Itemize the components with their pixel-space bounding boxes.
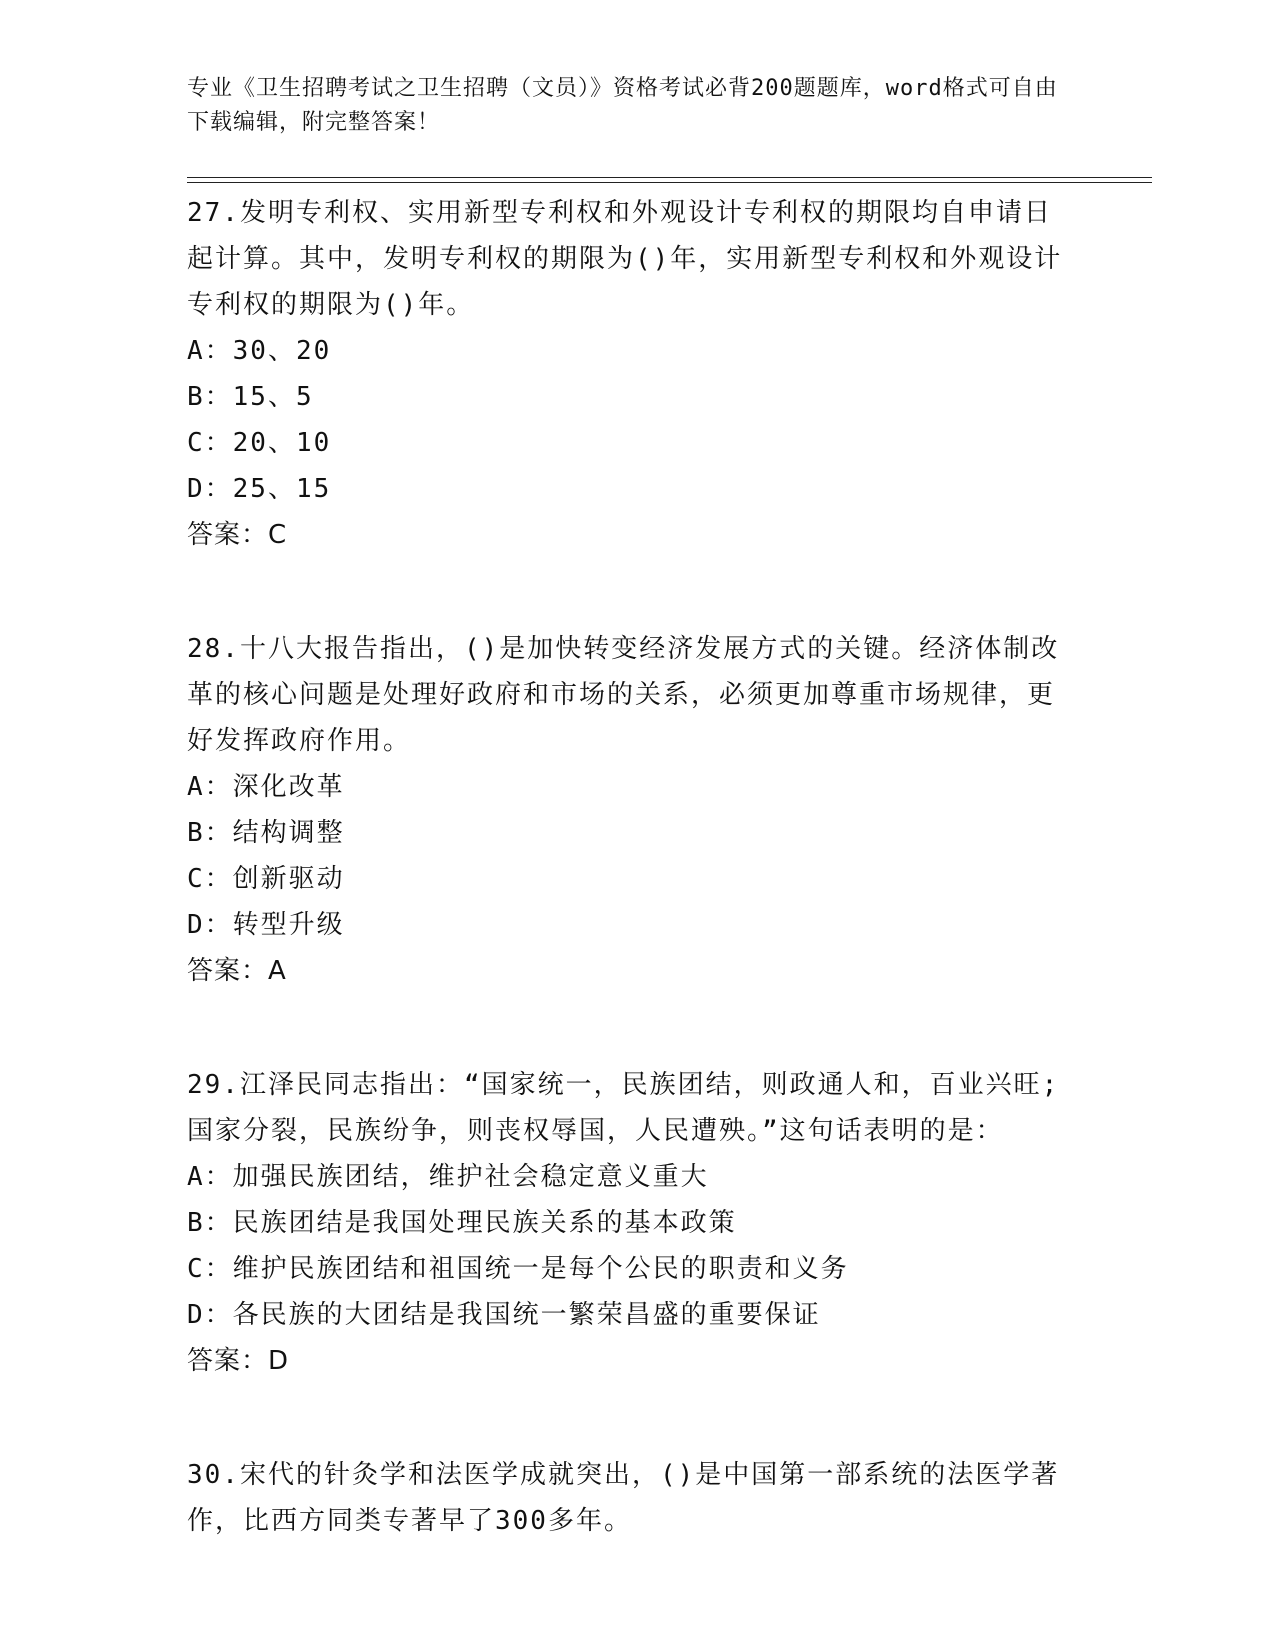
- option-a: A：深化改革: [187, 772, 345, 802]
- question-28: [187, 626, 1077, 994]
- option-a: A：加强民族团结，维护社会稳定意义重大: [187, 1162, 709, 1192]
- option-d: D：转型升级: [187, 910, 345, 940]
- question-30: [187, 1452, 1077, 1544]
- answer-line: 答案：C: [187, 520, 288, 550]
- option-d: D：25、15: [187, 474, 332, 504]
- option-b: B：15、5: [187, 382, 314, 412]
- question-list: [187, 190, 1077, 1612]
- question-stem: 30.宋代的针灸学和法医学成就突出，()是中国第一部系统的法医学著作，比西方同类专著早了300多年。: [187, 1460, 1060, 1536]
- question-stem: 27.发明专利权、实用新型专利权和外观设计专利权的期限均自申请日起计算。其中，发明专利权的期限为()年，实用新型专利权和外观设计专利权的期限为()年。: [187, 198, 1063, 320]
- question-stem: 29.江泽民同志指出：“国家统一，民族团结，则政通人和，百业兴旺;国家分裂，民族纷争，则丧权辱国，人民遭殃。”这句话表明的是：: [187, 1070, 1060, 1146]
- option-b: B：结构调整: [187, 818, 345, 848]
- option-c: C：维护民族团结和祖国统一是每个公民的职责和义务: [187, 1254, 849, 1284]
- question-stem: 28.十八大报告指出，()是加快转变经济发展方式的关键。经济体制改革的核心问题是处理好政府和市场的关系，必须更加尊重市场规律，更好发挥政府作用。: [187, 634, 1060, 756]
- answer-line: 答案：D: [187, 1346, 290, 1376]
- question-29: [187, 1062, 1077, 1384]
- option-c: C：20、10: [187, 428, 332, 458]
- option-b: B：民族团结是我国处理民族关系的基本政策: [187, 1208, 737, 1238]
- document-header: 专业《卫生招聘考试之卫生招聘（文员）》资格考试必背200题题库，word格式可自由下载编辑，附完整答案！: [187, 76, 1058, 135]
- option-c: C：创新驱动: [187, 864, 345, 894]
- header-divider-top: [187, 177, 1152, 178]
- header-divider-bottom: [187, 182, 1152, 183]
- option-a: A：30、20: [187, 336, 332, 366]
- option-d: D：各民族的大团结是我国统一繁荣昌盛的重要保证: [187, 1300, 821, 1330]
- answer-line: 答案：A: [187, 956, 287, 986]
- question-27: [187, 190, 1077, 558]
